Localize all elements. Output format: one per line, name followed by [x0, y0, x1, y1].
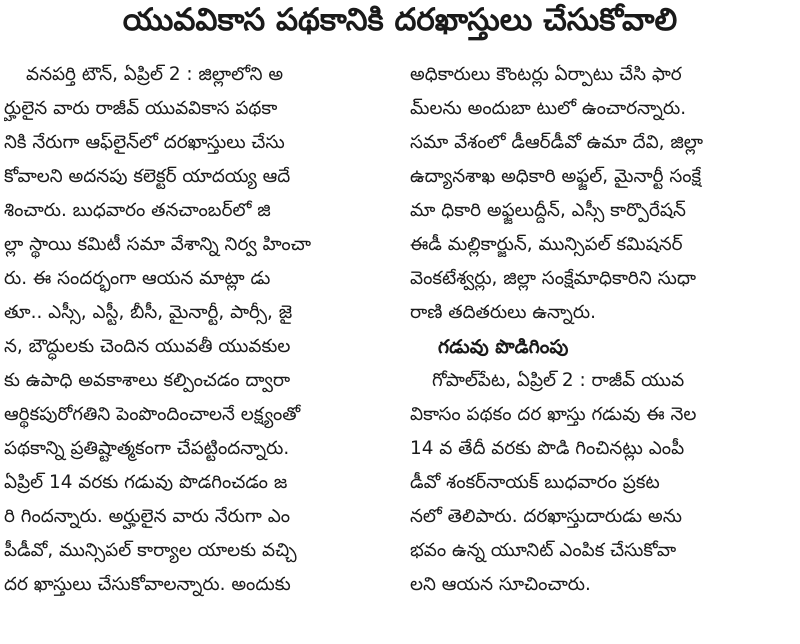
- body-line: శించారు. బుధవారం తనచాంబర్‌లో జి: [4, 200, 271, 221]
- body-line: ఆర్థికపురోగతిని పెంపొందించాలనే లక్ష్యంతో: [4, 404, 301, 425]
- body-line: వికాసం పథకం దర ఖాస్తు గడువు ఈ నెల: [410, 404, 697, 425]
- body-line: ల్లా స్థాయి కమిటీ సమా వేశాన్ని నిర్వ హించా: [4, 234, 312, 255]
- body-line: గోపాల్‌పేట, ఏప్రిల్ 2 : రాజీవ్ యువ: [432, 370, 685, 391]
- body-line: డీవో శంకర్‌నాయక్ బుధవారం ప్రకట: [410, 472, 660, 493]
- body-line: ఈడీ మల్లికార్జున్, మున్సిపల్ కమిషనర్: [410, 234, 683, 255]
- column-divider: [400, 60, 401, 638]
- left-column: [4, 58, 394, 602]
- body-line: పథకాన్ని ప్రతిష్టాత్మకంగా చేపట్టిందన్నారు.: [4, 438, 290, 459]
- body-line: పీడీవో, మున్సిపల్ కార్యాల యాలకు వచ్చి: [4, 540, 297, 561]
- body-line: అధికారులు కౌంటర్లు ఏర్పాటు చేసి ఫార: [410, 64, 682, 85]
- body-line: మ్‌లను అందుబా టులో ఉంచారన్నారు.: [410, 98, 687, 119]
- body-line: భవం ఉన్న యూనిట్ ఎంపిక చేసుకోవా: [410, 540, 677, 561]
- body-line: దర ఖాస్తులు చేసుకోవాలన్నారు. అందుకు: [4, 574, 291, 595]
- body-line: రు. ఈ సందర్భంగా ఆయన మాట్లా డు: [4, 268, 271, 289]
- body-line: ఉద్యానశాఖ అధికారి అఫ్జల్, మైనార్టీ సంక్షే: [410, 166, 702, 187]
- body-line: తూ.. ఎస్సీ, ఎస్టీ, బీసీ, మైనార్టీ, పార్సీ, జై: [4, 302, 293, 323]
- section-subheading: గడువు పొడిగింపు: [438, 336, 569, 358]
- body-line: సమా వేశంలో డీఆర్‌డీవో ఉమా దేవి, జిల్లా: [410, 132, 704, 153]
- article-headline: యువవికాస పథకానికి దరఖాస్తులు చేసుకోవాలి: [122, 1, 678, 38]
- body-line: న, బౌద్ధులకు చెందిన యువతీ యువకుల: [4, 336, 291, 357]
- body-line: మా ధికారి అఫ్జలుద్దీన్, ఎస్సీ కార్పొరేషన్: [410, 200, 686, 221]
- body-line: నలో తెలిపారు. దరఖాస్తుదారుడు అను: [410, 506, 682, 527]
- body-line: రాణి తదితరులు ఉన్నారు.: [410, 302, 597, 323]
- body-line: ర్హులైన వారు రాజీవ్ యువవికాస పథకా: [4, 98, 278, 119]
- body-line: లని ఆయన సూచించారు.: [410, 574, 591, 595]
- body-line: కు ఉపాధి అవకాశాలు కల్పించడం ద్వారా: [4, 370, 291, 391]
- body-line: ఏప్రిల్ 14 వరకు గడువు పొడగించడం జ: [4, 472, 288, 493]
- body-line: రి గిందన్నారు. అర్హులైన వారు నేరుగా ఎం: [4, 506, 291, 527]
- body-line: వనపర్తి టౌన్, ఏప్రిల్ 2 : జిల్లాలోని అ: [26, 64, 284, 85]
- body-line: 14 వ తేదీ వరకు పొడి గించినట్లు ఎంపీ: [410, 438, 685, 459]
- body-line: వెంకటేశ్వర్లు, జిల్లా సంక్షేమాధికారిని సుధా: [410, 268, 696, 289]
- body-line: నికి నేరుగా ఆఫ్‌లైన్‌లో దరఖాస్తులు చేసు: [4, 132, 285, 153]
- body-line: కోవాలని అదనపు కలెక్టర్ యాదయ్య ఆదే: [4, 166, 291, 187]
- right-column: [410, 58, 798, 602]
